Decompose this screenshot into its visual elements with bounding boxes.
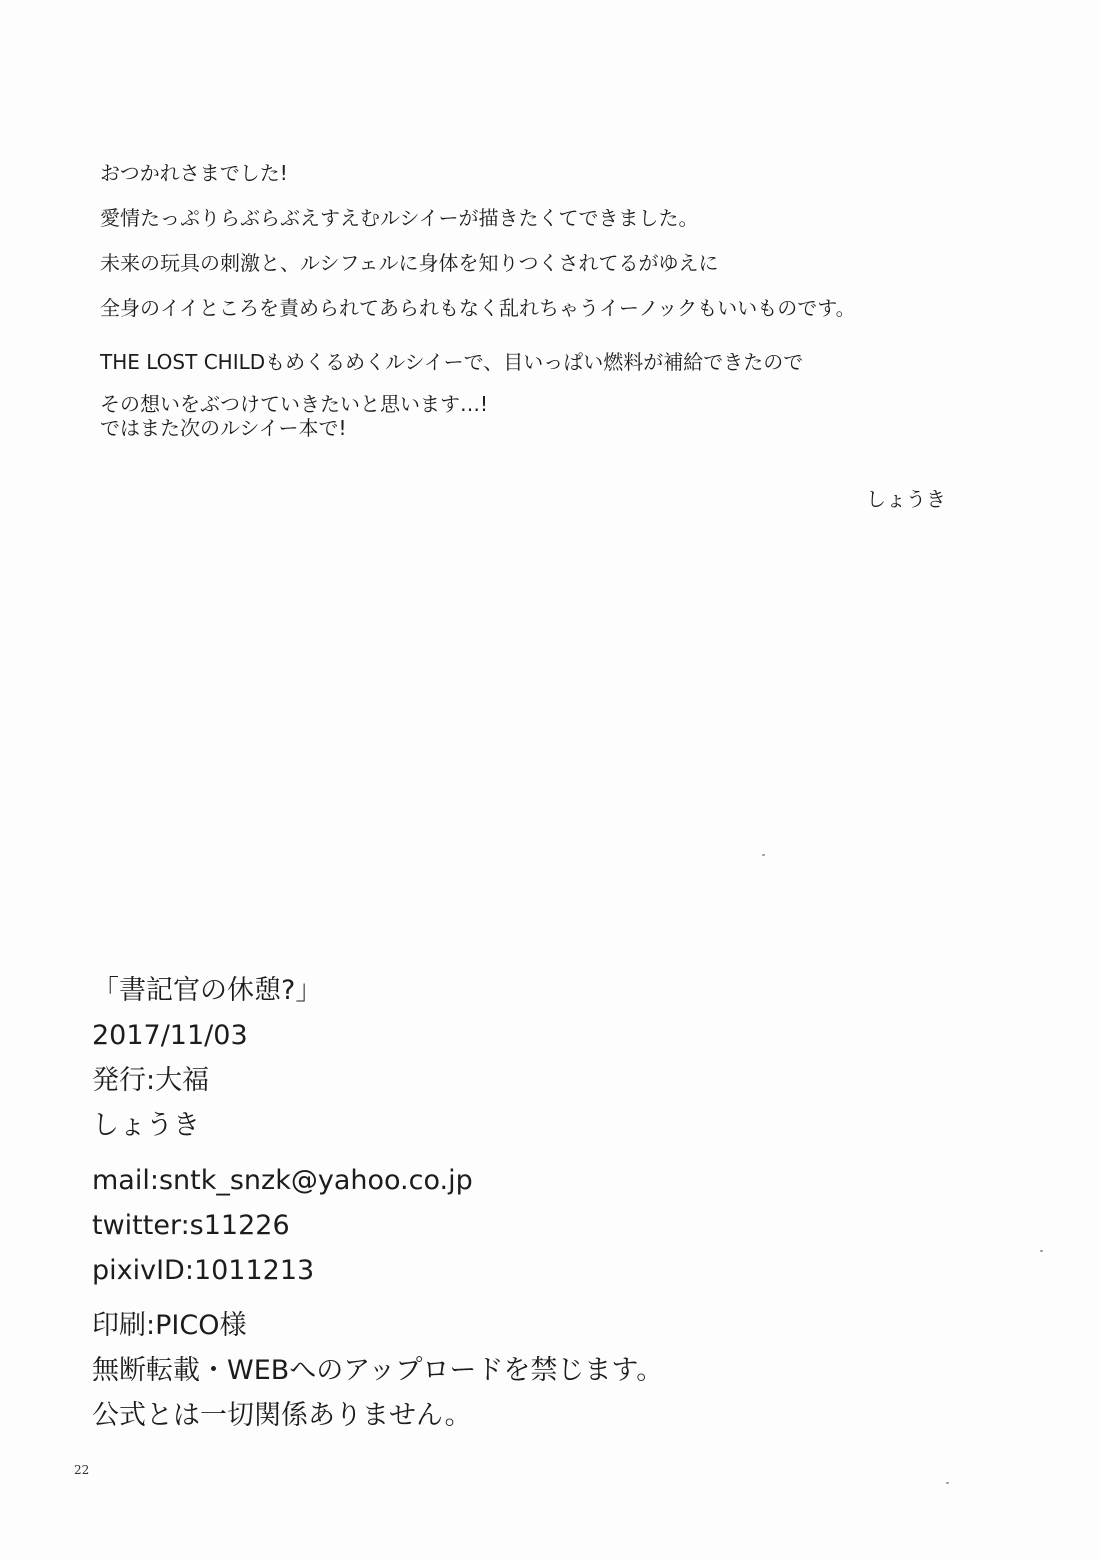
official-disclaimer: 公式とは一切関係ありません。 xyxy=(92,1400,472,1431)
contact-mail: mail:sntk_snzk@yahoo.co.jp xyxy=(92,1165,473,1196)
afterword-text xyxy=(100,158,1000,440)
afterword-line-lost-child: THE LOST CHILDもめくるめくルシイーで、目いっぱい燃料が補給できたので xyxy=(100,350,804,374)
printer-credit: 印刷:PICO様 xyxy=(92,1310,247,1341)
author-name: しょうき xyxy=(92,1110,200,1141)
scan-speck xyxy=(1040,1250,1043,1252)
scan-speck xyxy=(946,1482,949,1484)
afterword-signature: しょうき xyxy=(866,487,946,511)
afterword-line-greeting: おつかれさまでした! xyxy=(100,161,288,185)
afterword-line-enoch: 全身のイイところを責められてあられもなく乱れちゃうイーノックもいいものです。 xyxy=(100,296,856,320)
afterword-line-feelings: その想いをぶつけていきたいと思います…! xyxy=(100,392,489,416)
afterword-line-motivation: 愛情たっぷりらぶらぶえすえむルシイーが描きたくてできました。 xyxy=(100,206,699,230)
upload-notice: 無断転載・WEBへのアップロードを禁じます。 xyxy=(92,1355,664,1386)
publisher: 発行:大福 xyxy=(92,1065,210,1096)
book-title: 「書記官の休憩?」 xyxy=(92,975,323,1006)
afterword-line-toys: 未来の玩具の刺激と、ルシフェルに身体を知りつくされてるがゆえに xyxy=(100,251,719,275)
contact-pixiv: pixivID:1011213 xyxy=(92,1255,315,1286)
page-number: 22 xyxy=(74,1463,90,1477)
publication-date: 2017/11/03 xyxy=(92,1020,248,1051)
contact-twitter: twitter:s11226 xyxy=(92,1210,290,1241)
colophon xyxy=(92,968,792,1438)
afterword-line-next-book: ではまた次のルシイー本で! xyxy=(100,416,347,440)
scan-speck xyxy=(762,854,765,856)
